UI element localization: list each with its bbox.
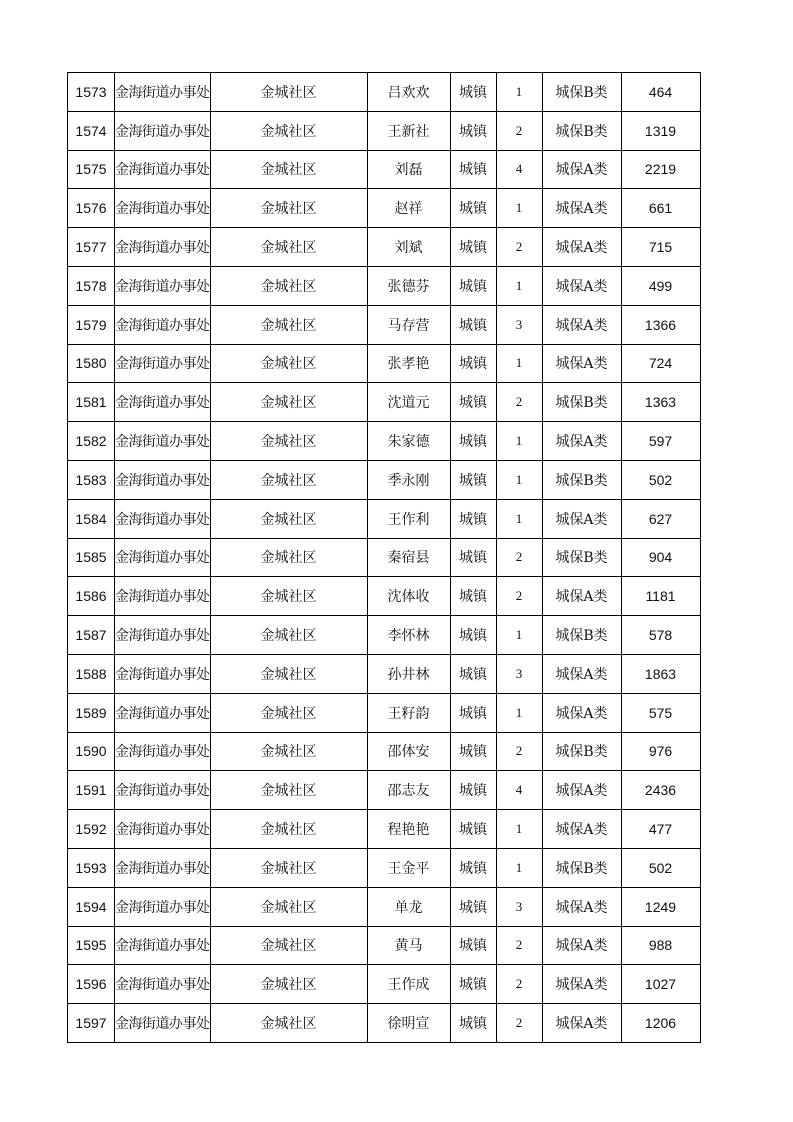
community-cell: 金城社区	[210, 577, 367, 616]
persons-count-cell: 1	[496, 189, 542, 228]
street-office-cell: 金海街道办事处	[115, 693, 211, 732]
table-row	[68, 150, 701, 189]
table-row	[68, 266, 701, 305]
household-type-cell: 城镇	[450, 693, 496, 732]
category-cell: 城保B类	[542, 111, 621, 150]
street-office-cell: 金海街道办事处	[115, 810, 211, 849]
street-office-cell: 金海街道办事处	[115, 577, 211, 616]
street-office-cell: 金海街道办事处	[115, 189, 211, 228]
amount-cell: 1181	[621, 577, 700, 616]
persons-count-cell: 4	[496, 771, 542, 810]
table-row	[68, 73, 701, 112]
category-cell: 城保A类	[542, 422, 621, 461]
street-office-cell: 金海街道办事处	[115, 150, 211, 189]
category-cell: 城保B类	[542, 732, 621, 771]
category-cell: 城保A类	[542, 150, 621, 189]
category-cell: 城保A类	[542, 189, 621, 228]
table-row	[68, 771, 701, 810]
household-type-cell: 城镇	[450, 926, 496, 965]
table-row	[68, 460, 701, 499]
table-row	[68, 344, 701, 383]
persons-count-cell: 1	[496, 693, 542, 732]
person-name-cell: 王籽韵	[367, 693, 450, 732]
row-number-cell: 1581	[68, 383, 115, 422]
community-cell: 金城社区	[210, 150, 367, 189]
amount-cell: 578	[621, 616, 700, 655]
category-cell: 城保B类	[542, 73, 621, 112]
row-number-cell: 1575	[68, 150, 115, 189]
category-cell: 城保B类	[542, 538, 621, 577]
household-type-cell: 城镇	[450, 344, 496, 383]
person-name-cell: 秦宿县	[367, 538, 450, 577]
category-cell: 城保A类	[542, 266, 621, 305]
table-row	[68, 538, 701, 577]
row-number-cell: 1589	[68, 693, 115, 732]
row-number-cell: 1582	[68, 422, 115, 461]
category-cell: 城保A类	[542, 228, 621, 267]
household-type-cell: 城镇	[450, 654, 496, 693]
community-cell: 金城社区	[210, 771, 367, 810]
table-row	[68, 848, 701, 887]
street-office-cell: 金海街道办事处	[115, 383, 211, 422]
table-row	[68, 887, 701, 926]
row-number-cell: 1597	[68, 1004, 115, 1043]
row-number-cell: 1580	[68, 344, 115, 383]
persons-count-cell: 3	[496, 887, 542, 926]
amount-cell: 2219	[621, 150, 700, 189]
table-row	[68, 654, 701, 693]
household-type-cell: 城镇	[450, 810, 496, 849]
category-cell: 城保A类	[542, 499, 621, 538]
category-cell: 城保B类	[542, 460, 621, 499]
community-cell: 金城社区	[210, 732, 367, 771]
household-type-cell: 城镇	[450, 499, 496, 538]
persons-count-cell: 1	[496, 422, 542, 461]
amount-cell: 627	[621, 499, 700, 538]
street-office-cell: 金海街道办事处	[115, 616, 211, 655]
row-number-cell: 1576	[68, 189, 115, 228]
community-cell: 金城社区	[210, 422, 367, 461]
street-office-cell: 金海街道办事处	[115, 460, 211, 499]
table-row	[68, 926, 701, 965]
household-type-cell: 城镇	[450, 732, 496, 771]
street-office-cell: 金海街道办事处	[115, 1004, 211, 1043]
household-type-cell: 城镇	[450, 771, 496, 810]
table-row	[68, 499, 701, 538]
row-number-cell: 1594	[68, 887, 115, 926]
street-office-cell: 金海街道办事处	[115, 499, 211, 538]
category-cell: 城保B类	[542, 616, 621, 655]
household-type-cell: 城镇	[450, 887, 496, 926]
amount-cell: 1319	[621, 111, 700, 150]
persons-count-cell: 2	[496, 732, 542, 771]
street-office-cell: 金海街道办事处	[115, 965, 211, 1004]
person-name-cell: 程艳艳	[367, 810, 450, 849]
person-name-cell: 王新社	[367, 111, 450, 150]
category-cell: 城保B类	[542, 848, 621, 887]
amount-cell: 575	[621, 693, 700, 732]
amount-cell: 1363	[621, 383, 700, 422]
table-row	[68, 305, 701, 344]
amount-cell: 502	[621, 460, 700, 499]
community-cell: 金城社区	[210, 654, 367, 693]
person-name-cell: 李怀林	[367, 616, 450, 655]
person-name-cell: 单龙	[367, 887, 450, 926]
table-row	[68, 732, 701, 771]
row-number-cell: 1588	[68, 654, 115, 693]
household-type-cell: 城镇	[450, 305, 496, 344]
amount-cell: 976	[621, 732, 700, 771]
street-office-cell: 金海街道办事处	[115, 771, 211, 810]
amount-cell: 715	[621, 228, 700, 267]
community-cell: 金城社区	[210, 344, 367, 383]
category-cell: 城保A类	[542, 810, 621, 849]
persons-count-cell: 2	[496, 965, 542, 1004]
street-office-cell: 金海街道办事处	[115, 422, 211, 461]
person-name-cell: 马存营	[367, 305, 450, 344]
household-type-cell: 城镇	[450, 73, 496, 112]
row-number-cell: 1591	[68, 771, 115, 810]
community-cell: 金城社区	[210, 693, 367, 732]
street-office-cell: 金海街道办事处	[115, 344, 211, 383]
row-number-cell: 1587	[68, 616, 115, 655]
household-type-cell: 城镇	[450, 1004, 496, 1043]
street-office-cell: 金海街道办事处	[115, 305, 211, 344]
row-number-cell: 1585	[68, 538, 115, 577]
category-cell: 城保A类	[542, 965, 621, 1004]
amount-cell: 477	[621, 810, 700, 849]
row-number-cell: 1593	[68, 848, 115, 887]
person-name-cell: 张孝艳	[367, 344, 450, 383]
person-name-cell: 赵祥	[367, 189, 450, 228]
amount-cell: 464	[621, 73, 700, 112]
amount-cell: 661	[621, 189, 700, 228]
table-row	[68, 422, 701, 461]
row-number-cell: 1596	[68, 965, 115, 1004]
person-name-cell: 朱家德	[367, 422, 450, 461]
community-cell: 金城社区	[210, 228, 367, 267]
street-office-cell: 金海街道办事处	[115, 732, 211, 771]
person-name-cell: 邵志友	[367, 771, 450, 810]
table-row	[68, 189, 701, 228]
persons-count-cell: 2	[496, 111, 542, 150]
amount-cell: 1206	[621, 1004, 700, 1043]
person-name-cell: 张德芬	[367, 266, 450, 305]
persons-count-cell: 1	[496, 460, 542, 499]
category-cell: 城保A类	[542, 344, 621, 383]
person-name-cell: 沈道元	[367, 383, 450, 422]
amount-cell: 1249	[621, 887, 700, 926]
household-type-cell: 城镇	[450, 577, 496, 616]
community-cell: 金城社区	[210, 616, 367, 655]
persons-count-cell: 1	[496, 848, 542, 887]
community-cell: 金城社区	[210, 383, 367, 422]
amount-cell: 1027	[621, 965, 700, 1004]
amount-cell: 2436	[621, 771, 700, 810]
persons-count-cell: 2	[496, 383, 542, 422]
household-type-cell: 城镇	[450, 266, 496, 305]
person-name-cell: 徐明宣	[367, 1004, 450, 1043]
household-type-cell: 城镇	[450, 150, 496, 189]
person-name-cell: 沈体收	[367, 577, 450, 616]
community-cell: 金城社区	[210, 73, 367, 112]
table-row	[68, 111, 701, 150]
persons-count-cell: 2	[496, 538, 542, 577]
persons-count-cell: 3	[496, 654, 542, 693]
community-cell: 金城社区	[210, 189, 367, 228]
row-number-cell: 1577	[68, 228, 115, 267]
amount-cell: 1366	[621, 305, 700, 344]
persons-count-cell: 1	[496, 73, 542, 112]
person-name-cell: 刘斌	[367, 228, 450, 267]
amount-cell: 904	[621, 538, 700, 577]
persons-count-cell: 1	[496, 810, 542, 849]
category-cell: 城保A类	[542, 577, 621, 616]
community-cell: 金城社区	[210, 965, 367, 1004]
table-row	[68, 383, 701, 422]
amount-cell: 502	[621, 848, 700, 887]
persons-count-cell: 1	[496, 344, 542, 383]
category-cell: 城保A类	[542, 887, 621, 926]
category-cell: 城保A类	[542, 654, 621, 693]
category-cell: 城保A类	[542, 1004, 621, 1043]
persons-count-cell: 2	[496, 1004, 542, 1043]
street-office-cell: 金海街道办事处	[115, 538, 211, 577]
row-number-cell: 1578	[68, 266, 115, 305]
street-office-cell: 金海街道办事处	[115, 654, 211, 693]
community-cell: 金城社区	[210, 538, 367, 577]
household-type-cell: 城镇	[450, 848, 496, 887]
community-cell: 金城社区	[210, 499, 367, 538]
table-row	[68, 810, 701, 849]
table-row	[68, 965, 701, 1004]
amount-cell: 724	[621, 344, 700, 383]
roster-table	[67, 72, 701, 1043]
persons-count-cell: 2	[496, 926, 542, 965]
amount-cell: 499	[621, 266, 700, 305]
table-row	[68, 1004, 701, 1043]
community-cell: 金城社区	[210, 460, 367, 499]
household-type-cell: 城镇	[450, 538, 496, 577]
street-office-cell: 金海街道办事处	[115, 73, 211, 112]
household-type-cell: 城镇	[450, 965, 496, 1004]
category-cell: 城保A类	[542, 305, 621, 344]
household-type-cell: 城镇	[450, 460, 496, 499]
row-number-cell: 1584	[68, 499, 115, 538]
community-cell: 金城社区	[210, 926, 367, 965]
persons-count-cell: 2	[496, 577, 542, 616]
row-number-cell: 1573	[68, 73, 115, 112]
table-row	[68, 228, 701, 267]
community-cell: 金城社区	[210, 887, 367, 926]
persons-count-cell: 3	[496, 305, 542, 344]
person-name-cell: 王作利	[367, 499, 450, 538]
person-name-cell: 刘磊	[367, 150, 450, 189]
person-name-cell: 孙井林	[367, 654, 450, 693]
persons-count-cell: 1	[496, 266, 542, 305]
street-office-cell: 金海街道办事处	[115, 266, 211, 305]
household-type-cell: 城镇	[450, 111, 496, 150]
household-type-cell: 城镇	[450, 422, 496, 461]
person-name-cell: 吕欢欢	[367, 73, 450, 112]
community-cell: 金城社区	[210, 305, 367, 344]
row-number-cell: 1574	[68, 111, 115, 150]
person-name-cell: 邵体安	[367, 732, 450, 771]
category-cell: 城保A类	[542, 771, 621, 810]
category-cell: 城保B类	[542, 383, 621, 422]
row-number-cell: 1579	[68, 305, 115, 344]
table-row	[68, 693, 701, 732]
community-cell: 金城社区	[210, 111, 367, 150]
amount-cell: 988	[621, 926, 700, 965]
person-name-cell: 王金平	[367, 848, 450, 887]
persons-count-cell: 1	[496, 499, 542, 538]
household-type-cell: 城镇	[450, 383, 496, 422]
row-number-cell: 1592	[68, 810, 115, 849]
person-name-cell: 季永刚	[367, 460, 450, 499]
household-type-cell: 城镇	[450, 616, 496, 655]
row-number-cell: 1590	[68, 732, 115, 771]
person-name-cell: 黄马	[367, 926, 450, 965]
table-row	[68, 616, 701, 655]
community-cell: 金城社区	[210, 848, 367, 887]
persons-count-cell: 4	[496, 150, 542, 189]
street-office-cell: 金海街道办事处	[115, 926, 211, 965]
amount-cell: 1863	[621, 654, 700, 693]
street-office-cell: 金海街道办事处	[115, 848, 211, 887]
persons-count-cell: 1	[496, 616, 542, 655]
street-office-cell: 金海街道办事处	[115, 111, 211, 150]
persons-count-cell: 2	[496, 228, 542, 267]
category-cell: 城保A类	[542, 926, 621, 965]
row-number-cell: 1586	[68, 577, 115, 616]
community-cell: 金城社区	[210, 1004, 367, 1043]
household-type-cell: 城镇	[450, 189, 496, 228]
community-cell: 金城社区	[210, 266, 367, 305]
table-row	[68, 577, 701, 616]
street-office-cell: 金海街道办事处	[115, 228, 211, 267]
household-type-cell: 城镇	[450, 228, 496, 267]
street-office-cell: 金海街道办事处	[115, 887, 211, 926]
person-name-cell: 王作成	[367, 965, 450, 1004]
community-cell: 金城社区	[210, 810, 367, 849]
row-number-cell: 1595	[68, 926, 115, 965]
category-cell: 城保A类	[542, 693, 621, 732]
row-number-cell: 1583	[68, 460, 115, 499]
table-body	[68, 73, 701, 1043]
amount-cell: 597	[621, 422, 700, 461]
